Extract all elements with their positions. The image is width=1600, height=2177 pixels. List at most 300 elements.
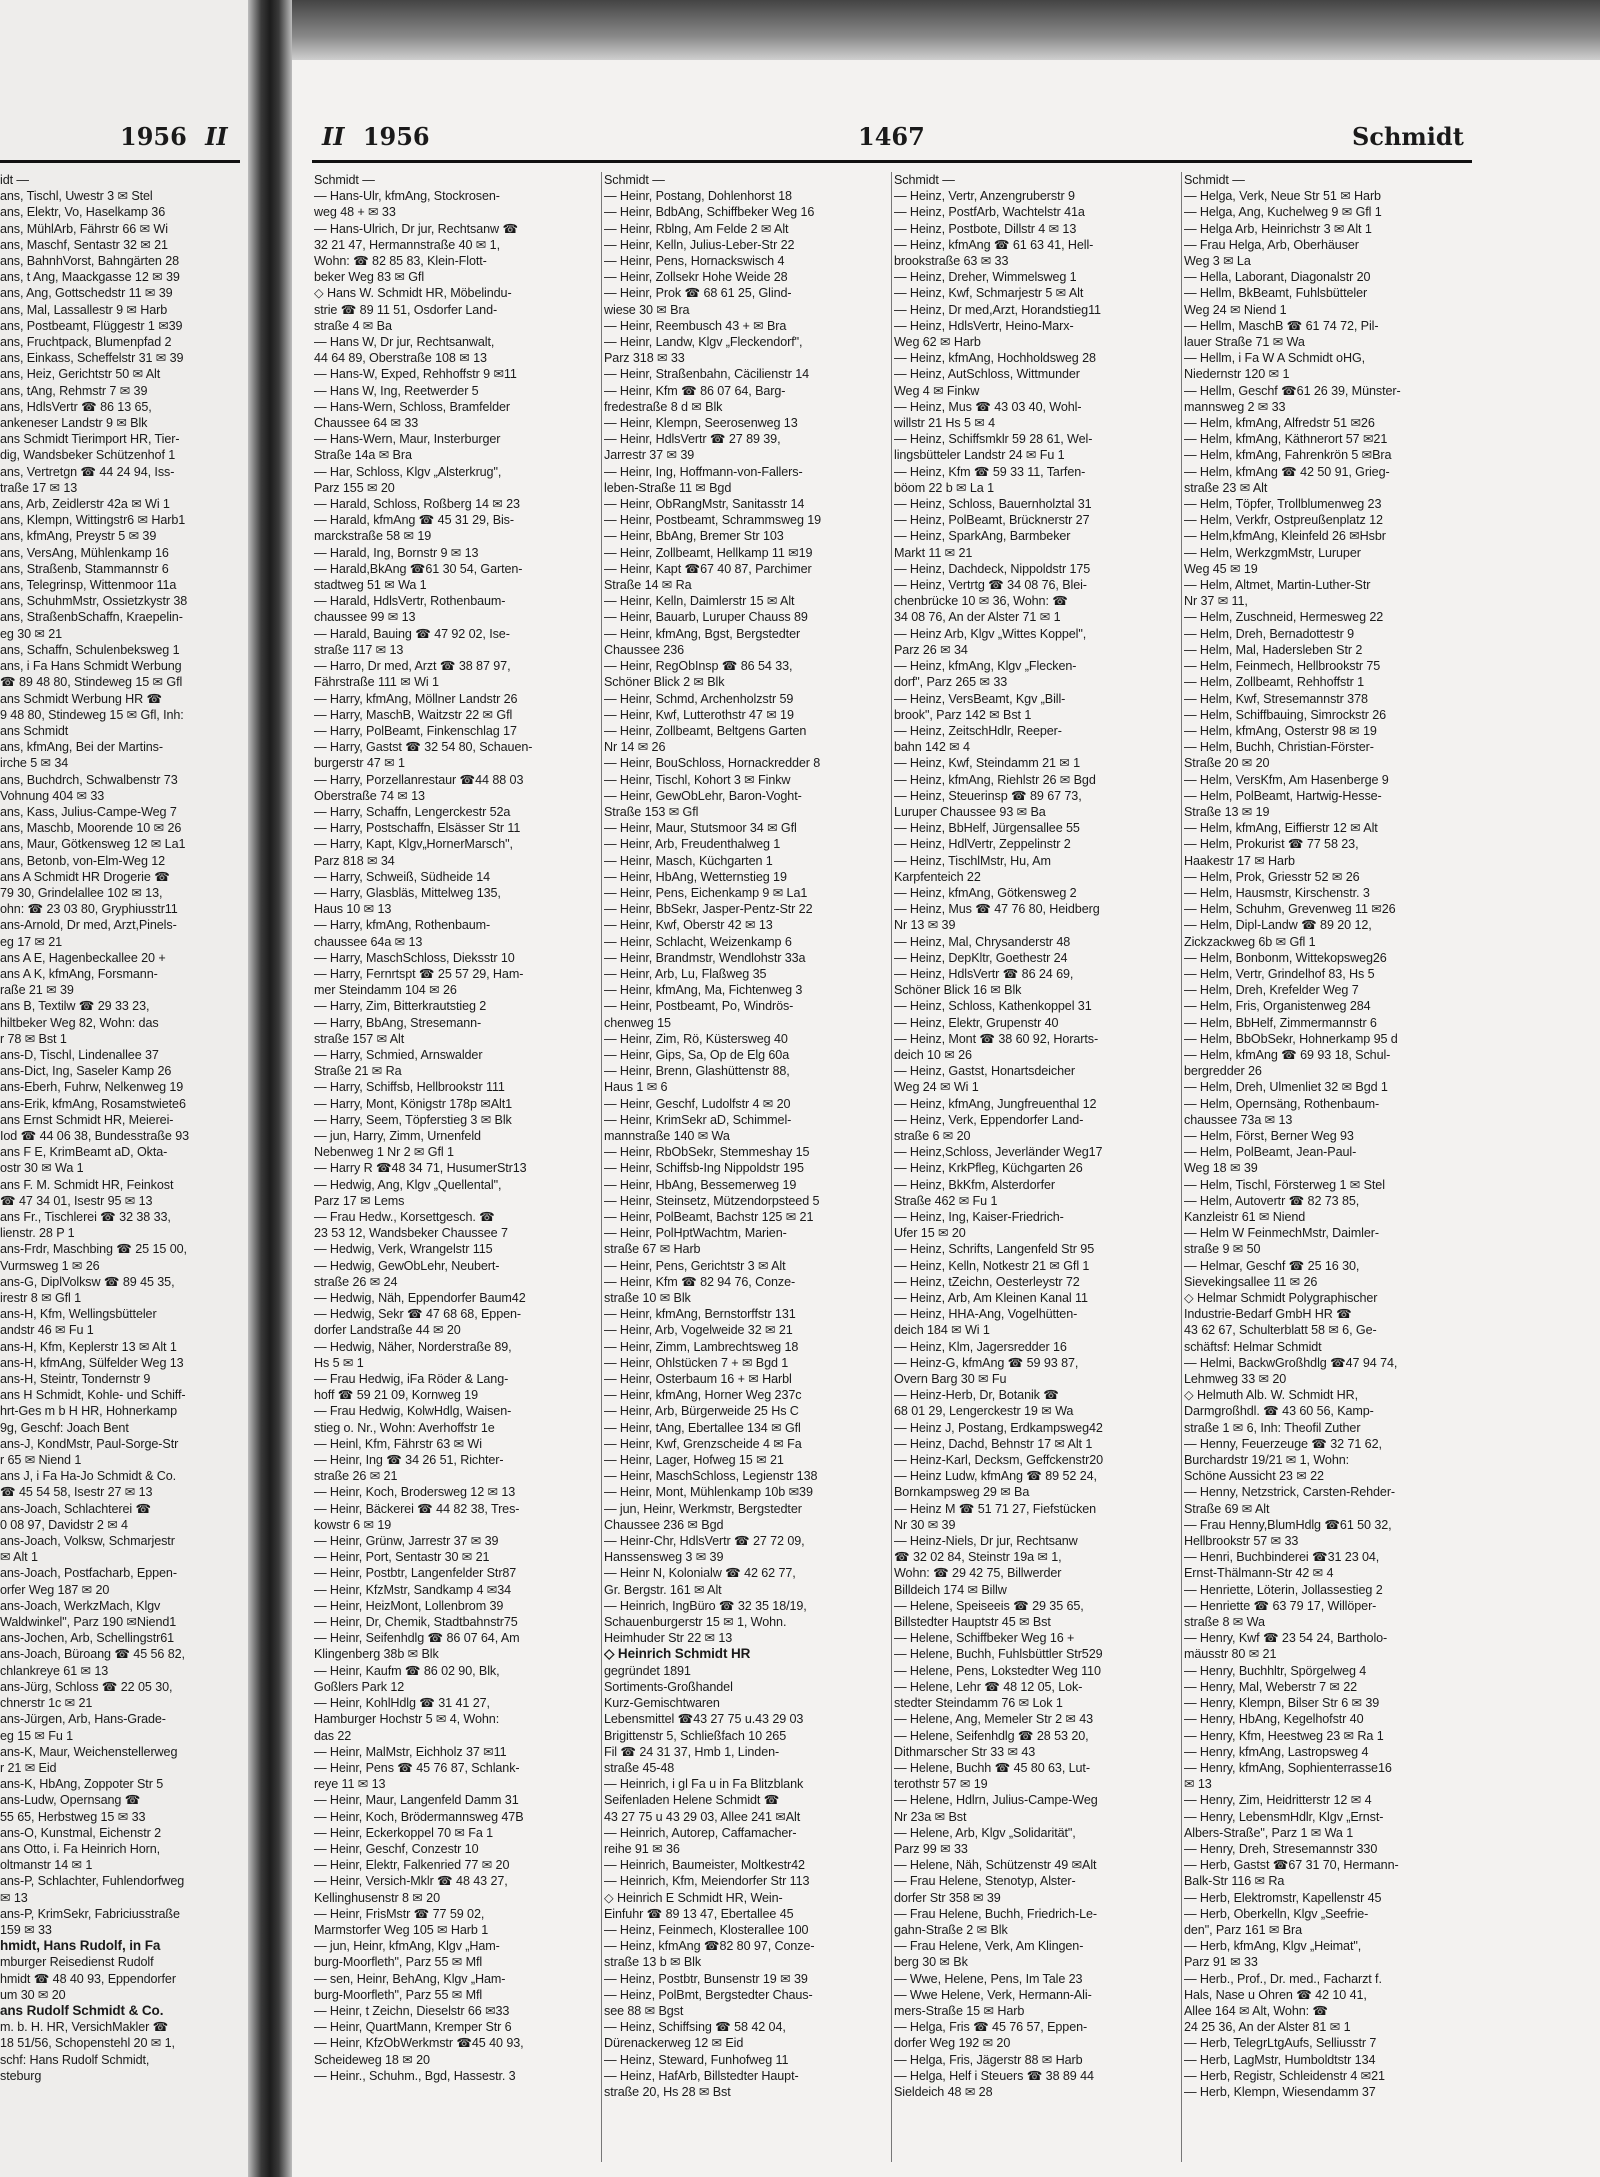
directory-entry: — Helm, Verkfr, Ostpreußenplatz 12 bbox=[1184, 513, 1383, 528]
directory-entry: — Heinr, RegObInsp ☎ 86 54 33, bbox=[604, 659, 793, 674]
directory-entry: — Heinr, Eckerkoppel 70 ✉ Fa 1 bbox=[314, 1825, 494, 1840]
directory-entry: — Heinr, Landw, Klgv „Fleckendorf", bbox=[604, 335, 803, 350]
directory-entry: reye 11 ✉ 13 bbox=[314, 1777, 386, 1792]
directory-entry: brookstraße 63 ✉ 33 bbox=[894, 254, 1009, 269]
directory-entry: böom 22 b ✉ La 1 bbox=[894, 480, 994, 495]
directory-entry: Lehmweg 33 ✉ 20 bbox=[1184, 1372, 1287, 1387]
directory-entry: ◇ Heinrich Schmidt HR bbox=[604, 1646, 751, 1662]
directory-entry: — Hans-Ulr, kfmAng, Stockrosen- bbox=[314, 189, 500, 204]
directory-entry: ans-Erik, kfmAng, Rosamstwiete6 bbox=[0, 1096, 186, 1111]
directory-entry: — Hedwig, Näh, Eppendorfer Baum42 bbox=[314, 1291, 526, 1306]
directory-entry: 68 01 29, Lengerckestr 19 ✉ Wa bbox=[894, 1404, 1074, 1419]
directory-entry: — Helm, Töpfer, Trollblumenweg 23 bbox=[1184, 497, 1382, 512]
directory-entry: 44 64 89, Oberstraße 108 ✉ 13 bbox=[314, 351, 487, 366]
directory-entry: — Heinz, Postbote, Dillstr 4 ✉ 13 bbox=[894, 221, 1077, 236]
directory-entry: Hellbrookstr 57 ✉ 33 bbox=[1184, 1534, 1299, 1549]
directory-entry: straße 20, Hs 28 ✉ Bst bbox=[604, 2084, 731, 2099]
directory-entry: — Heinr, Kelln, Daimlerstr 15 ✉ Alt bbox=[604, 594, 795, 609]
directory-entry: Parz 26 ✉ 34 bbox=[894, 642, 968, 657]
directory-entry: 9g, Geschf: Joach Bent bbox=[0, 1420, 129, 1435]
directory-entry: — Harry R ☎48 34 71, HusumerStr13 bbox=[314, 1161, 527, 1176]
directory-entry: Weg 3 ✉ La bbox=[1184, 254, 1251, 269]
directory-entry: — Heinr, Dr, Chemik, Stadtbahnstr75 bbox=[314, 1615, 518, 1630]
directory-entry: — Helm, VersKfm, Am Hasenberge 9 bbox=[1184, 772, 1389, 787]
directory-entry: Straße 14 ✉ Ra bbox=[604, 578, 692, 593]
directory-entry: — Heinr, Tischl, Kohort 3 ✉ Finkw bbox=[604, 772, 791, 787]
directory-entry: — Heinr, Zollbeamt, Hellkamp 11 ✉19 bbox=[604, 545, 813, 560]
directory-entry: Parz 99 ✉ 33 bbox=[894, 1841, 968, 1856]
page-name-header: Schmidt bbox=[1352, 122, 1464, 151]
directory-entry: Kanzleistr 61 ✉ Niend bbox=[1184, 1210, 1306, 1224]
directory-entry: — Heinz, DepKltr, Goethestr 24 bbox=[894, 950, 1068, 965]
directory-entry: schf: Hans Rudolf Schmidt, bbox=[0, 2052, 150, 2067]
directory-entry: bahn 142 ✉ 4 bbox=[894, 740, 970, 755]
directory-entry: — Helga, Helf i Steuers ☎ 38 89 44 bbox=[894, 2068, 1094, 2083]
directory-entry: — Heinz, Dachdeck, Nippoldstr 175 bbox=[894, 561, 1091, 576]
directory-entry: — Heinr, Geschf, Conzestr 10 bbox=[314, 1841, 479, 1856]
directory-entry: Haakestr 17 ✉ Harb bbox=[1184, 853, 1295, 868]
directory-entry: Oberstraße 74 ✉ 13 bbox=[314, 788, 425, 803]
directory-entry: beker Weg 83 ✉ Gfl bbox=[314, 270, 425, 285]
directory-entry: — Helm, Zuschneid, Hermesweg 22 bbox=[1184, 610, 1384, 625]
directory-entry: straße 23 ✉ Alt bbox=[1184, 480, 1268, 495]
column-divider bbox=[601, 172, 602, 2162]
directory-entry: Zickzackweg 6b ✉ Gfl 1 bbox=[1184, 934, 1316, 949]
directory-entry: chaussee 73a ✉ 13 bbox=[1184, 1112, 1293, 1127]
directory-entry: — Heinr N, Kolonialw ☎ 42 62 77, bbox=[604, 1566, 796, 1581]
directory-entry: — Heinr, Prok ☎ 68 61 25, Glind- bbox=[604, 286, 792, 301]
directory-entry: — Harry, MaschSchloss, Dieksstr 10 bbox=[314, 950, 515, 965]
directory-entry: leben-Straße 11 ✉ Bgd bbox=[604, 480, 732, 495]
directory-entry: — Heinr, Ing, Hoffmann-von-Fallers- bbox=[604, 464, 803, 479]
directory-entry: 55 65, Herbstweg 15 ✉ 33 bbox=[0, 1809, 146, 1824]
directory-entry: ☎ 89 48 80, Stindeweg 15 ✉ Gfl bbox=[0, 675, 183, 690]
directory-entry: — Hedwig, Näher, Norderstraße 89, bbox=[314, 1339, 512, 1354]
directory-entry: ans, Mal, Lassallestr 9 ✉ Harb bbox=[0, 302, 168, 317]
directory-entry: — Henny, Feuerzeuge ☎ 32 71 62, bbox=[1184, 1436, 1382, 1451]
directory-entry: — Harry, Schweiß, Südheide 14 bbox=[314, 869, 491, 884]
directory-entry: ans, MühlArb, Fährstr 66 ✉ Wi bbox=[0, 221, 168, 236]
directory-entry: — Heinz, kfmAng, Hochholdsweg 28 bbox=[894, 351, 1096, 366]
directory-entry: mer Steindamm 104 ✉ 26 bbox=[314, 983, 457, 998]
directory-entry: — Helm, Prok, Griesstr 52 ✉ 26 bbox=[1184, 869, 1360, 884]
directory-entry: straße 157 ✉ Alt bbox=[314, 1031, 405, 1046]
directory-entry: — Heinr, Postbeamt, Schrammsweg 19 bbox=[604, 513, 822, 528]
directory-entry: Schauenburgerstr 15 ✉ 1, Wohn. bbox=[604, 1615, 787, 1630]
directory-entry: ans-H, kfmAng, Sülfelder Weg 13 bbox=[0, 1355, 184, 1370]
directory-entry: — Heinr, KfzObWerkmstr ☎45 40 93, bbox=[314, 2036, 524, 2051]
directory-entry: — Frau Helene, Buchh, Friedrich-Le- bbox=[894, 1906, 1097, 1921]
directory-entry: ans-G, DiplVolksw ☎ 89 45 35, bbox=[0, 1274, 175, 1289]
directory-entry: Haus 1 ✉ 6 bbox=[604, 1080, 668, 1095]
directory-entry: ans, Maschf, Sentastr 32 ✉ 21 bbox=[0, 237, 168, 252]
directory-entry: — Heinr, Geschf, Ludolfstr 4 ✉ 20 bbox=[604, 1096, 791, 1111]
directory-entry: — Heinz, Vertr, Anzengruberstr 9 bbox=[894, 189, 1075, 204]
directory-entry: — Henry, LebensmHdlr, Klgv „Ernst- bbox=[1184, 1809, 1384, 1824]
directory-entry: — Harry, Schmied, Arnswalder bbox=[314, 1047, 483, 1062]
directory-entry: — Helga, Fris ☎ 45 76 57, Eppen- bbox=[894, 2020, 1088, 2035]
directory-entry: ans, Vertretgn ☎ 44 24 94, Iss- bbox=[0, 464, 175, 479]
directory-entry: 9 48 80, Stindeweg 15 ✉ Gfl, Inh: bbox=[0, 707, 184, 722]
directory-entry: deich 10 ✉ 26 bbox=[894, 1047, 972, 1062]
column-divider bbox=[891, 172, 892, 2162]
header-rule-left bbox=[0, 160, 240, 163]
directory-entry: Darmgroßhdl. ☎ 43 60 56, Kamp- bbox=[1184, 1404, 1374, 1419]
directory-entry: — Heinrich, Kfm, Meiendorfer Str 113 bbox=[604, 1874, 810, 1889]
directory-entry: Ernst-Thälmann-Str 42 ✉ 4 bbox=[1184, 1566, 1334, 1581]
directory-entry: — Hedwig, GewObLehr, Neubert- bbox=[314, 1258, 500, 1273]
directory-entry: ans-K, HbAng, Zoppoter Str 5 bbox=[0, 1777, 164, 1792]
directory-entry: — Heinz, Steward, Funhofweg 11 bbox=[604, 2052, 789, 2067]
directory-entry: — Helm, kfmAng, Käthnerort 57 ✉21 bbox=[1184, 432, 1388, 447]
directory-entry: — Heinr, Zollbeamt, Beltgens Garten bbox=[604, 723, 807, 738]
directory-entry: Dithmarscher Str 33 ✉ 43 bbox=[894, 1744, 1036, 1759]
directory-entry: ans-Joach, Büroang ☎ 45 56 82, bbox=[0, 1647, 185, 1662]
directory-entry: orfer Weg 187 ✉ 20 bbox=[0, 1582, 110, 1597]
directory-entry: Dürenackerweg 12 ✉ Eid bbox=[604, 2036, 744, 2051]
directory-entry: — Harry, Schiffsb, Hellbrookstr 111 bbox=[314, 1080, 505, 1095]
directory-entry: Billdeich 174 ✉ Billw bbox=[894, 1582, 1007, 1597]
directory-entry: ans A K, kfmAng, Forsmann- bbox=[0, 966, 158, 981]
directory-entry: — Heinr, Zim, Rö, Küstersweg 40 bbox=[604, 1031, 788, 1046]
directory-entry: — Heinr, Rblng, Am Felde 2 ✉ Alt bbox=[604, 221, 789, 236]
directory-entry: Nebenweg 1 Nr 2 ✉ Gfl 1 bbox=[314, 1145, 454, 1160]
directory-entry: reihe 91 ✉ 36 bbox=[604, 1841, 680, 1856]
directory-entry: — Heinr, Kapt ☎67 40 87, Parchimer bbox=[604, 561, 812, 576]
directory-entry: hiltbeker Weg 82, Wohn: das bbox=[0, 1015, 159, 1030]
directory-entry: straße 10 ✉ Blk bbox=[604, 1291, 691, 1306]
directory-entry: — Heinz, Schrifts, Langenfeld Str 95 bbox=[894, 1242, 1095, 1257]
directory-entry: — Heinr, Postang, Dohlenhorst 18 bbox=[604, 189, 792, 204]
directory-entry: — Helm, kfmAng ☎ 42 50 91, Grieg- bbox=[1184, 464, 1390, 479]
directory-entry: — jun, Harry, Zimm, Urnenfeld bbox=[314, 1128, 481, 1143]
directory-entry: ans, Einkass, Scheffelstr 31 ✉ 39 bbox=[0, 351, 184, 366]
directory-entry: 159 ✉ 33 bbox=[0, 1922, 52, 1937]
directory-entry: Bornkampsweg 29 ✉ Ba bbox=[894, 1485, 1030, 1500]
directory-entry: — Hans-Wern, Maur, Insterburger bbox=[314, 432, 501, 447]
directory-entry: — Helmar, Geschf ☎ 25 16 30, bbox=[1184, 1258, 1360, 1273]
directory-entry: — Helm, Schiffbauing, Simrockstr 26 bbox=[1184, 707, 1387, 722]
header-rule-right bbox=[312, 160, 1472, 163]
directory-entry: Sortiments-Großhandel bbox=[604, 1679, 733, 1694]
directory-entry: — Heinr, Kwf, Lutterothstr 47 ✉ 19 bbox=[604, 707, 794, 722]
directory-entry: m. b. H. HR, VersichMakler ☎ bbox=[0, 2020, 169, 2035]
directory-entry: Straße 13 ✉ 19 bbox=[1184, 804, 1270, 819]
directory-entry: straße 4 ✉ Ba bbox=[314, 318, 392, 333]
directory-entry: mäusstr 80 ✉ 21 bbox=[1184, 1647, 1277, 1662]
directory-entry: Klingenberg 38b ✉ Blk bbox=[314, 1647, 439, 1662]
directory-entry: — Hella, Laborant, Diagonalstr 20 bbox=[1184, 270, 1371, 285]
directory-entry: r 78 ✉ Bst 1 bbox=[0, 1031, 67, 1046]
directory-entry: — Henriette ☎ 63 79 17, Willöper- bbox=[1184, 1598, 1377, 1613]
directory-entry: ans-P, Schlachter, Fuhlendorfweg bbox=[0, 1874, 185, 1889]
directory-entry: — Heinr, Bauarb, Luruper Chauss 89 bbox=[604, 610, 808, 625]
directory-entry: — Helene, Hdlrn, Julius-Campe-Weg bbox=[894, 1793, 1098, 1808]
directory-entry: — Heinr, Port, Sentastr 30 ✉ 21 bbox=[314, 1550, 490, 1565]
directory-entry: ans, Kass, Julius-Campe-Weg 7 bbox=[0, 804, 177, 819]
directory-entry: ans, Maur, Götkensweg 12 ✉ La1 bbox=[0, 837, 186, 852]
directory-entry: straße 13 b ✉ Blk bbox=[604, 1955, 702, 1970]
directory-entry: ans, Fruchtpack, Blumenpfad 2 bbox=[0, 335, 172, 350]
page-number: 1467 bbox=[858, 122, 925, 151]
directory-entry: — Helm, Först, Berner Weg 93 bbox=[1184, 1128, 1354, 1143]
directory-entry: willstr 21 Hs 5 ✉ 4 bbox=[894, 416, 996, 431]
directory-entry: — Herb, Elektromstr, Kapellenstr 45 bbox=[1184, 1890, 1382, 1905]
book-spine bbox=[248, 0, 292, 2177]
directory-entry: dorfer Str 358 ✉ 39 bbox=[894, 1890, 1001, 1905]
directory-entry: Parz 17 ✉ Lems bbox=[314, 1193, 405, 1208]
directory-entry: — Heinz, TischlMstr, Hu, Am bbox=[894, 853, 1051, 868]
directory-entry: Hamburger Hochstr 5 ✉ 4, Wohn: bbox=[314, 1712, 500, 1727]
directory-entry: straße 26 ✉ 24 bbox=[314, 1274, 398, 1289]
directory-entry: — Helm, Opernsäng, Rothenbaum- bbox=[1184, 1096, 1380, 1111]
directory-entry: — Herb., Prof., Dr. med., Facharzt f. bbox=[1184, 1971, 1382, 1986]
directory-entry: — Helm, Dipl-Landw ☎ 89 20 12, bbox=[1184, 918, 1372, 933]
directory-entry: Jarrestr 37 ✉ 39 bbox=[604, 448, 695, 463]
directory-entry: — Heinr, Steinsetz, Mützendorpsteed 5 bbox=[604, 1193, 820, 1208]
directory-entry: dorfer Landstraße 44 ✉ 20 bbox=[314, 1323, 461, 1338]
directory-entry: burg-Moorfleth", Parz 55 ✉ Mfl bbox=[314, 1987, 483, 2002]
directory-entry: straße 26 ✉ 21 bbox=[314, 1469, 398, 1484]
directory-entry: — Heinr, HbAng, Bessemerweg 19 bbox=[604, 1177, 797, 1192]
directory-entry: — Heinr, Lager, Hofweg 15 ✉ 21 bbox=[604, 1453, 784, 1468]
directory-entry: — Hedwig, Ang, Klgv „Quellental", bbox=[314, 1177, 502, 1192]
directory-entry: — Heinz, SparkAng, Barmbeker bbox=[894, 529, 1071, 544]
directory-entry: ans, Ang, Gottschedstr 11 ✉ 39 bbox=[0, 286, 173, 301]
directory-entry: — Heinz, Kfm ☎ 59 33 11, Tarfen- bbox=[894, 464, 1086, 479]
directory-entry: oltmanstr 14 ✉ 1 bbox=[0, 1858, 93, 1873]
directory-entry: — Heinz, kfmAng ☎ 61 63 41, Hell- bbox=[894, 237, 1094, 252]
directory-entry: strie ☎ 89 11 51, Osdorfer Land- bbox=[314, 302, 498, 317]
directory-entry: ans-Dict, Ing, Saseler Kamp 26 bbox=[0, 1064, 172, 1079]
directory-entry: — Heinr, tAng, Ebertallee 134 ✉ Gfl bbox=[604, 1420, 801, 1435]
directory-entry: — Heinz, PolBmt, Bergstedter Chaus- bbox=[604, 1987, 813, 2002]
directory-entry: ans-Jürg, Schloss ☎ 22 05 30, bbox=[0, 1679, 173, 1694]
directory-entry: — Heinr, FrisMstr ☎ 77 59 02, bbox=[314, 1906, 485, 1921]
directory-entry: raße 21 ✉ 39 bbox=[0, 983, 74, 998]
directory-entry: burgerstr 47 ✉ 1 bbox=[314, 756, 405, 771]
directory-entry: — Helene, Ang, Memeler Str 2 ✉ 43 bbox=[894, 1712, 1094, 1727]
directory-entry: ✉ Alt 1 bbox=[0, 1550, 38, 1565]
column-head: Schmidt — bbox=[1184, 173, 1245, 187]
directory-entry: Parz 91 ✉ 33 bbox=[1184, 1955, 1258, 1970]
directory-entry: — Heinr, HeizMont, Lollenbrom 39 bbox=[314, 1598, 504, 1613]
directory-entry: Schöner Blick 2 ✉ Blk bbox=[604, 675, 725, 690]
directory-entry: Billstedter Hauptstr 45 ✉ Bst bbox=[894, 1615, 1051, 1630]
directory-entry: — Heinz-Karl, Decksm, Geffckenstr20 bbox=[894, 1453, 1104, 1468]
directory-entry: — Heinz, Mal, Chrysanderstr 48 bbox=[894, 934, 1071, 949]
directory-entry: ans Schmidt Tierimport HR, Tier- bbox=[0, 432, 180, 447]
directory-entry: ans, Straßenb, Stammannstr 6 bbox=[0, 561, 169, 576]
directory-entry: ans, HdlsVertr ☎ 86 13 65, bbox=[0, 399, 152, 414]
directory-entry: gahn-Straße 2 ✉ Blk bbox=[894, 1922, 1008, 1937]
directory-entry: ans-K, Maur, Weichenstellerweg bbox=[0, 1744, 178, 1759]
directory-entry: — sen, Heinr, BehAng, Klgv „Ham- bbox=[314, 1971, 506, 1986]
directory-entry: — Heinz, Schloss, Bauernholztal 31 bbox=[894, 497, 1092, 512]
directory-entry: r 65 ✉ Niend 1 bbox=[0, 1453, 82, 1468]
directory-entry: — Heinz, Vertrtg ☎ 34 08 76, Blei- bbox=[894, 578, 1087, 593]
directory-entry: Straße 153 ✉ Gfl bbox=[604, 804, 699, 819]
directory-entry: — Helm,kfmAng, Kleinfeld 26 ✉Hsbr bbox=[1184, 529, 1386, 544]
directory-entry: stedter Steindamm 76 ✉ Lok 1 bbox=[894, 1696, 1063, 1711]
directory-entry: ans, Maschb, Moorende 10 ✉ 26 bbox=[0, 821, 182, 836]
directory-entry: Chaussee 236 bbox=[604, 642, 685, 657]
directory-entry: — Frau Henny,BlumHdlg ☎61 50 32, bbox=[1184, 1517, 1392, 1532]
directory-entry: ans J, i Fa Ha-Jo Schmidt & Co. bbox=[0, 1469, 177, 1484]
directory-entry: — Harry, Mont, Königstr 178p ✉Alt1 bbox=[314, 1096, 513, 1111]
directory-entry: — Heinr, Pens, Eichenkamp 9 ✉ La1 bbox=[604, 885, 808, 900]
directory-entry: — Henny, Netzstrick, Carsten-Rehder- bbox=[1184, 1485, 1396, 1500]
directory-entry: — Herb, TelegrLtgAufs, Selliusstr 7 bbox=[1184, 2036, 1377, 2051]
directory-entry: ans-Joach, WerkzMach, Klgv bbox=[0, 1598, 161, 1613]
directory-entry: Nr 14 ✉ 26 bbox=[604, 740, 666, 755]
directory-entry: — Heinr, Mont, Mühlenkamp 10b ✉39 bbox=[604, 1485, 813, 1500]
directory-entry: kowstr 6 ✉ 19 bbox=[314, 1517, 392, 1532]
directory-entry: — Heinrich, Autorep, Caffamacher- bbox=[604, 1825, 797, 1840]
directory-entry: hmidt ☎ 48 40 93, Eppendorfer bbox=[0, 1971, 176, 1986]
directory-entry: — Heinr, Bäckerei ☎ 44 82 38, Tres- bbox=[314, 1501, 520, 1516]
directory-entry: — Frau Helga, Arb, Oberhäuser bbox=[1184, 237, 1359, 252]
directory-entry: ans, Postbeamt, Flüggestr 1 ✉39 bbox=[0, 318, 183, 333]
directory-entry: — Frau Hedwig, iFa Röder & Lang- bbox=[314, 1372, 509, 1387]
directory-entry: ans F E, KrimBeamt aD, Okta- bbox=[0, 1145, 168, 1160]
directory-entry: — Harald, Schloss, Roßberg 14 ✉ 23 bbox=[314, 497, 520, 512]
directory-entry: — Wwe, Helene, Pens, Im Tale 23 bbox=[894, 1971, 1083, 1986]
directory-entry: — Helene, Pens, Lokstedter Weg 110 bbox=[894, 1663, 1101, 1678]
directory-entry: — Heinr, Postbtr, Langenfelder Str87 bbox=[314, 1566, 517, 1581]
directory-entry: — Heinr, Brandmstr, Wendlohstr 33a bbox=[604, 950, 806, 965]
directory-entry: Chaussee 64 ✉ 33 bbox=[314, 416, 419, 431]
directory-entry: — Heinz, Mont ☎ 38 60 92, Horarts- bbox=[894, 1031, 1099, 1046]
directory-entry: lingsbütteler Landstr 24 ✉ Fu 1 bbox=[894, 448, 1065, 463]
directory-entry: — Heinr, Versich-Mklr ☎ 48 43 27, bbox=[314, 1874, 508, 1889]
directory-entry: lienstr. 28 P 1 bbox=[0, 1226, 75, 1241]
directory-entry: — Heinz J, Postang, Erdkampsweg42 bbox=[894, 1420, 1103, 1435]
directory-entry: — Harry, Gastst ☎ 32 54 80, Schauen- bbox=[314, 740, 533, 755]
directory-entry: marckstraße 58 ✉ 19 bbox=[314, 529, 432, 544]
directory-entry: ans, Heiz, Gerichtstr 50 ✉ Alt bbox=[0, 367, 161, 382]
directory-entry: — Hans W, Ing, Reetwerder 5 bbox=[314, 383, 479, 398]
directory-entry: deich 184 ✉ Wi 1 bbox=[894, 1323, 990, 1338]
left-year: 1956 bbox=[120, 122, 187, 151]
directory-entry: Scheideweg 18 ✉ 20 bbox=[314, 2052, 430, 2067]
directory-entry: — Heinr, Pens ☎ 45 76 87, Schlank- bbox=[314, 1760, 520, 1775]
directory-entry: — Heinz, PolBeamt, Brücknerstr 27 bbox=[894, 513, 1090, 528]
directory-entry: Weg 4 ✉ Finkw bbox=[894, 383, 980, 398]
directory-entry: — Helm, Schuhm, Grevenweg 11 ✉26 bbox=[1184, 902, 1396, 917]
directory-entry: Weg 24 ✉ Wi 1 bbox=[894, 1080, 979, 1095]
directory-entry: — Henri, Buchbinderei ☎31 23 04, bbox=[1184, 1550, 1380, 1565]
directory-entry: Sieldeich 48 ✉ 28 bbox=[894, 2084, 993, 2099]
directory-entry: — Harry, MaschB, Waitzstr 22 ✉ Gfl bbox=[314, 707, 513, 722]
directory-entry: — Heinr, BbSekr, Jasper-Pentz-Str 22 bbox=[604, 902, 813, 917]
directory-entry: ☎ 45 54 58, Isestr 27 ✉ 13 bbox=[0, 1485, 153, 1500]
directory-entry: ans Schmidt bbox=[0, 723, 69, 738]
directory-entry: straße 45-48 bbox=[604, 1760, 675, 1775]
directory-entry: — Henriette, Löterin, Jollassestieg 2 bbox=[1184, 1582, 1383, 1597]
directory-entry: Iod ☎ 44 06 38, Bundesstraße 93 bbox=[0, 1128, 190, 1143]
directory-entry: ankeneser Landstr 9 ✉ Blk bbox=[0, 416, 148, 431]
directory-entry: — Herb, Registr, Schleidenstr 4 ✉21 bbox=[1184, 2068, 1385, 2083]
directory-entry: — Heinr, Kwf, Grenzscheide 4 ✉ Fa bbox=[604, 1436, 802, 1451]
directory-entry: Lebensmittel ☎43 27 75 u.43 29 03 bbox=[604, 1712, 804, 1727]
directory-entry: — Heinr, PolBeamt, Bachstr 125 ✉ 21 bbox=[604, 1210, 814, 1224]
directory-entry: mannsweg 2 ✉ 33 bbox=[1184, 399, 1286, 414]
directory-entry: Karpfenteich 22 bbox=[894, 869, 981, 884]
directory-entry: — Heinr, Reembusch 43 + ✉ Bra bbox=[604, 318, 787, 333]
directory-entry: — Heinr, Masch, Küchgarten 1 bbox=[604, 853, 773, 868]
directory-entry: — Heinr, Arb, Bürgerweide 25 Hs C bbox=[604, 1404, 799, 1419]
directory-entry: — Helene, Schiffbeker Weg 16 + bbox=[894, 1631, 1075, 1646]
directory-entry: wiese 30 ✉ Bra bbox=[604, 302, 690, 317]
directory-entry: — Harald, Ing, Bornstr 9 ✉ 13 bbox=[314, 545, 479, 560]
directory-entry: — Heinr, BouSchloss, Hornackredder 8 bbox=[604, 756, 821, 771]
directory-entry: ans F. M. Schmidt HR, Feinkost bbox=[0, 1177, 174, 1192]
directory-entry: Schöner Blick 16 ✉ Blk bbox=[894, 983, 1022, 998]
directory-entry: ostr 30 ✉ Wa 1 bbox=[0, 1161, 84, 1176]
directory-entry: — Heinz, BbHelf, Jürgensallee 55 bbox=[894, 821, 1080, 836]
directory-entry: — Helm, Kwf, Stresemannstr 378 bbox=[1184, 691, 1368, 706]
directory-entry: — Hellm, Geschf ☎61 26 39, Münster- bbox=[1184, 383, 1401, 398]
directory-entry: — Heinr, Kfm ☎ 86 07 64, Barg- bbox=[604, 383, 786, 398]
right-page-header-left bbox=[322, 122, 430, 162]
directory-entry: 32 21 47, Hermannstraße 40 ✉ 1, bbox=[314, 237, 500, 252]
directory-entry: — Helm, Altmet, Martin-Luther-Str bbox=[1184, 578, 1371, 593]
directory-entry: — Heinr, Elektr, Falkenried 77 ✉ 20 bbox=[314, 1858, 510, 1873]
directory-entry: — Helene, Speiseeis ☎ 29 35 65, bbox=[894, 1598, 1084, 1613]
directory-entry: Nr 23a ✉ Bst bbox=[894, 1809, 967, 1824]
directory-entry: ☎ 47 34 01, Isestr 95 ✉ 13 bbox=[0, 1193, 153, 1208]
directory-entry: Einfuhr ☎ 89 13 47, Ebertallee 45 bbox=[604, 1906, 794, 1921]
directory-entry: Straße 14a ✉ Bra bbox=[314, 448, 412, 463]
directory-entry: Allee 164 ✉ Alt, Wohn: ☎ bbox=[1184, 2003, 1329, 2018]
directory-entry: ans Schmidt Werbung HR ☎ bbox=[0, 691, 163, 706]
directory-entry: — Henry, Kwf ☎ 23 54 24, Bartholo- bbox=[1184, 1631, 1388, 1646]
directory-entry: ans, Buchdrch, Schwalbenstr 73 bbox=[0, 772, 178, 787]
directory-entry: — Heinz, Verk, Eppendorfer Land- bbox=[894, 1112, 1084, 1127]
directory-entry: dorf", Parz 265 ✉ 33 bbox=[894, 675, 1008, 690]
directory-entry: — Helene, Lehr ☎ 48 12 05, Lok- bbox=[894, 1679, 1083, 1694]
directory-entry: ◇ Helmuth Alb. W. Schmidt HR, bbox=[1184, 1388, 1359, 1403]
directory-entry: — Harry, Porzellanrestaur ☎44 88 03 bbox=[314, 772, 524, 787]
directory-entry: — Heinz, HdlsVertr, Heino-Marx- bbox=[894, 318, 1074, 333]
directory-entry: — Henry, Mal, Weberstr 7 ✉ 22 bbox=[1184, 1679, 1358, 1694]
directory-entry: — Herb, LagMstr, Humboldtstr 134 bbox=[1184, 2052, 1376, 2067]
directory-entry: — Heinr, MalMstr, Eichholz 37 ✉11 bbox=[314, 1744, 507, 1759]
directory-entry: ohn: ☎ 23 03 80, Gryphiusstr11 bbox=[0, 902, 178, 917]
directory-entry: — Heinz, kfmAng, Götkensweg 2 bbox=[894, 885, 1077, 900]
directory-entry: — Heinz, Dr med,Arzt, Horandstieg11 bbox=[894, 302, 1101, 317]
directory-entry: 18 51/56, Schopenstehl 20 ✉ 1, bbox=[0, 2036, 175, 2051]
directory-entry: — Heinz, kfmAng, Jungfreuenthal 12 bbox=[894, 1096, 1097, 1111]
directory-entry: — Heinr, Zollsekr Hohe Weide 28 bbox=[604, 270, 788, 285]
directory-entry: straße 9 ✉ 50 bbox=[1184, 1242, 1261, 1257]
directory-entry: hrt-Ges m b H HR, Hohnerkamp bbox=[0, 1404, 178, 1419]
directory-entry: — Helm W FeinmechMstr, Daimler- bbox=[1184, 1226, 1379, 1241]
directory-entry: — Helm, WerkzgmMstr, Luruper bbox=[1184, 545, 1361, 560]
directory-entry: — Heinz, Ing, Kaiser-Friedrich- bbox=[894, 1210, 1064, 1224]
directory-entry: chnerstr 1c ✉ 21 bbox=[0, 1696, 93, 1711]
directory-entry: Albers-Straße", Parz 1 ✉ Wa 1 bbox=[1184, 1825, 1354, 1840]
directory-entry: straße 8 ✉ Wa bbox=[1184, 1615, 1265, 1630]
directory-entry: andstr 46 ✉ Fu 1 bbox=[0, 1323, 94, 1338]
directory-entry: — Heinr, Koch, Brödermannsweg 47B bbox=[314, 1809, 524, 1824]
directory-entry: — Harry, Postschaffn, Elsässer Str 11 bbox=[314, 821, 521, 836]
directory-entry: ans-Jochen, Arb, Schellingstr61 bbox=[0, 1631, 175, 1646]
directory-entry: Seifenladen Helene Schmidt ☎ bbox=[604, 1793, 780, 1808]
directory-entry: — Helm, Tischl, Försterweg 1 ✉ Stel bbox=[1184, 1177, 1385, 1192]
directory-entry: — Heinr, Osterbaum 16 + ✉ Harbl bbox=[604, 1372, 792, 1387]
